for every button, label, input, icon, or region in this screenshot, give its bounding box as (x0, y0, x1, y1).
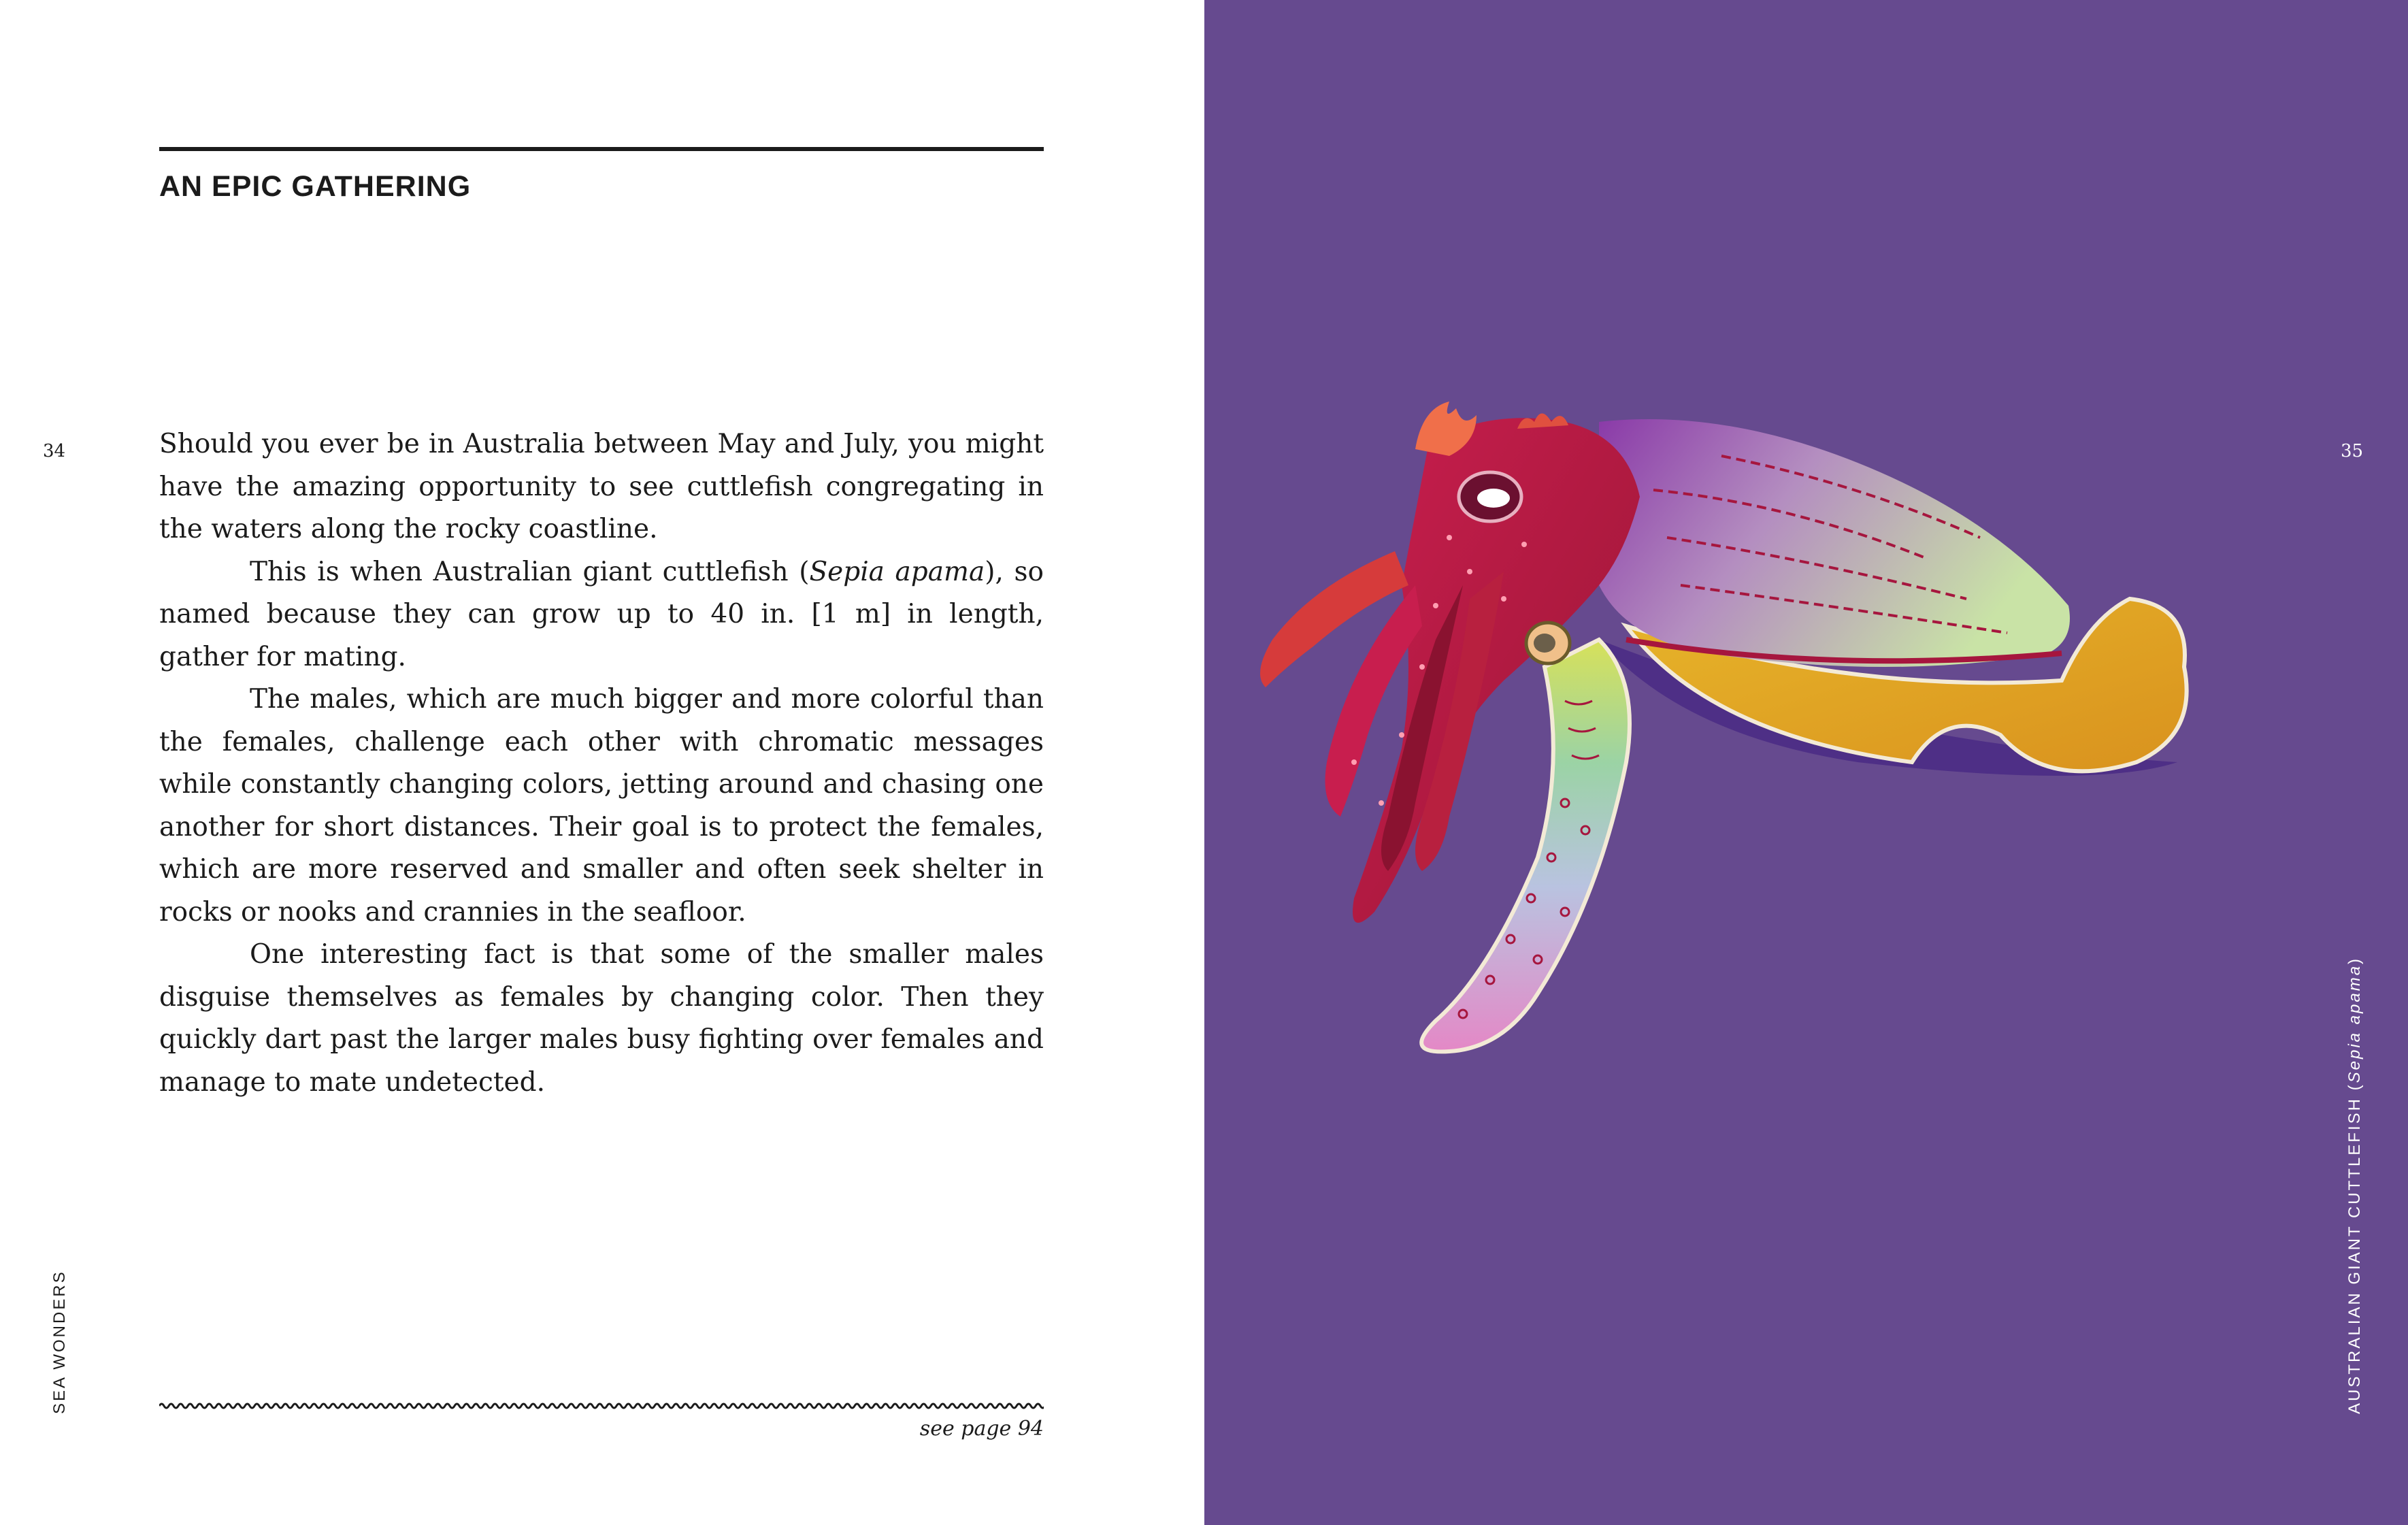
body-text (159, 423, 1044, 1104)
title-rule (159, 147, 1044, 151)
paragraph-2-end: ), so named because they can grow up to 40 in. [1 m] in length, gather for mating. (159, 556, 1044, 672)
illustration-caption: AUSTRALIAN GIANT CUTTLEFISH (Sepia apama) (2345, 956, 2364, 1414)
paragraph-1: Should you ever be in Australia between May and July, you might have the amazing opportunity to see cuttlefish congregating in the waters along the rocky coastline. (159, 429, 1044, 544)
page-number-right: 35 (2341, 441, 2364, 461)
cross-reference: see page 94 (919, 1417, 1044, 1441)
section-label: SEA WONDERS (50, 1270, 69, 1414)
species-name: Sepia apama (809, 556, 985, 587)
wave-divider (159, 1398, 1044, 1414)
caption-species-name: Sepia apama (2345, 964, 2364, 1083)
paragraph-2-start: This is when Australian giant cuttlefish ( (250, 556, 810, 587)
caption-common-name: AUSTRALIAN GIANT CUTTLEFISH (2345, 1097, 2364, 1414)
paragraph-4: One interesting fact is that some of the smaller males disguise themselves as females by changing color. Then they quickly dart past the larger males busy fighting over females and manage to mate undetected. (159, 939, 1044, 1098)
page-number-left: 34 (43, 441, 66, 461)
cuttlefish-illustration (1245, 381, 2375, 1136)
paragraph-2 (159, 551, 1044, 679)
page-title: AN EPIC GATHERING (159, 170, 472, 203)
paragraph-3: The males, which are much bigger and more colorful than the females, challenge each other with chromatic messages while constantly changing colors, jetting around and chasing one another for short distances. Their goal is to protect the females, which are more reserved and smaller and often seek shelter in rocks or nooks and crannies in the seafloor. (159, 684, 1044, 928)
